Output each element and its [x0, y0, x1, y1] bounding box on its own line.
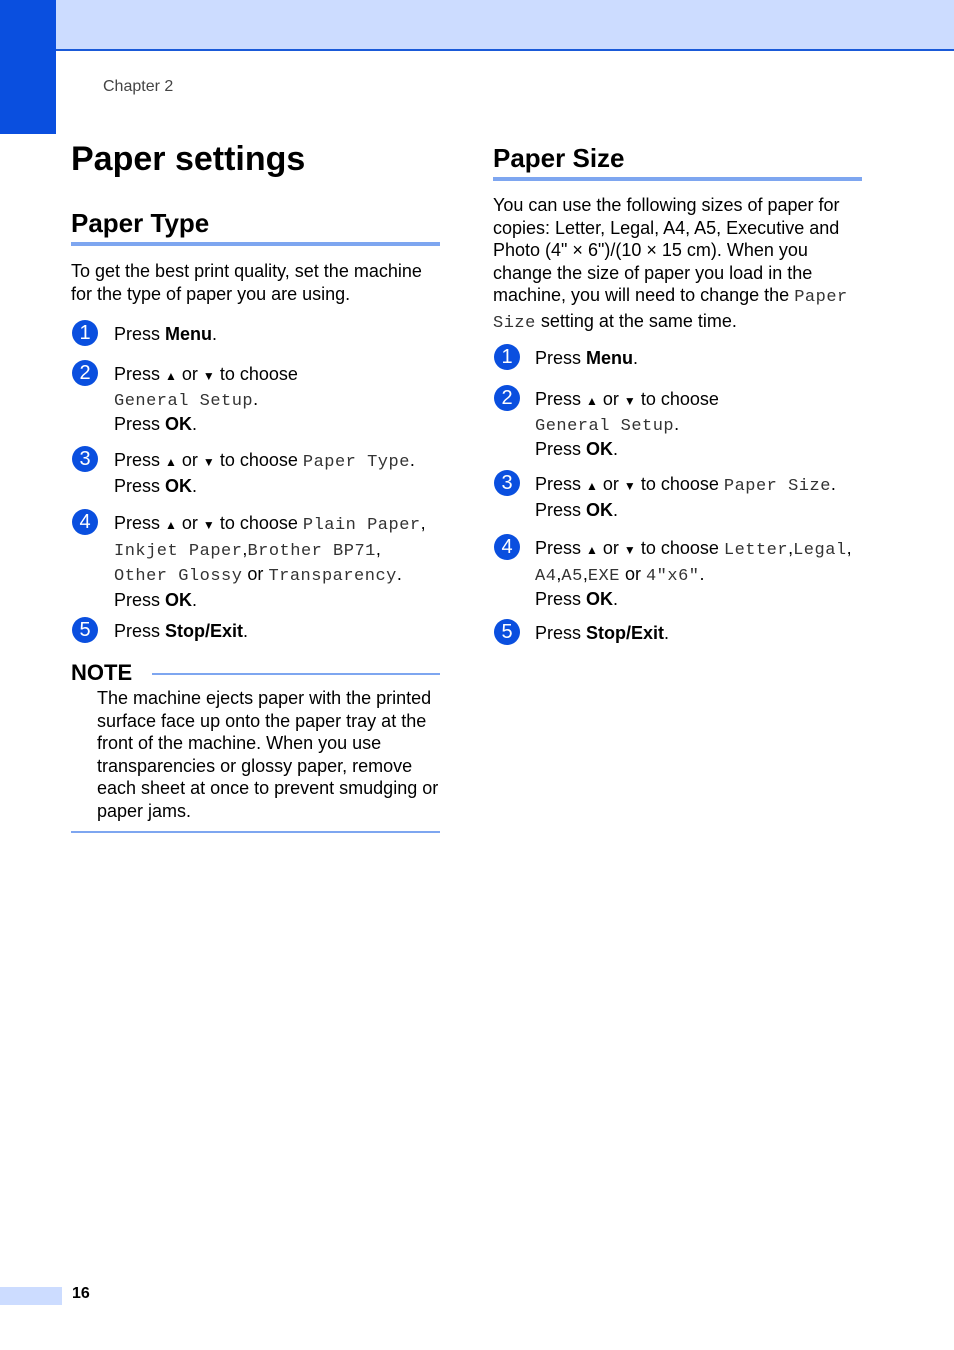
paper-size-step-4: Press ▲ or ▼ to choose Letter,Legal, A4,A5,EXE or 4"x6". Press OK. [535, 538, 852, 609]
paper-type-rule [71, 242, 440, 246]
paper-type-step-4: Press ▲ or ▼ to choose Plain Paper, Inkjet Paper,Brother BP71, Other Glossy or Transparency. Press OK. [114, 513, 426, 610]
up-arrow-icon: ▲ [165, 455, 177, 469]
step-number-icon: 1 [72, 320, 98, 346]
note-body: The machine ejects paper with the printed surface face up onto the paper tray at the front of the machine. When you use transparencies or glossy paper, remove each sheet at once to prevent smudging or paper jams. [97, 688, 439, 821]
down-arrow-icon: ▼ [623, 479, 636, 493]
step-number-icon: 2 [494, 385, 520, 411]
step-number-icon: 5 [494, 619, 520, 645]
page-title: Paper settings [71, 140, 306, 178]
up-arrow-icon: ▲ [586, 394, 598, 408]
down-arrow-icon: ▼ [202, 518, 215, 532]
paper-type-intro: To get the best print quality, set the machine for the type of paper you are using. [71, 261, 422, 304]
paper-size-intro: You can use the following sizes of paper for copies: Letter, Legal, A4, A5, Executive and Photo (4" × 6")/(10 × 15 cm). When you change the size of paper you load in the machine, you will need to change the Paper Size setting at the same time. [493, 195, 848, 333]
down-arrow-icon: ▼ [623, 543, 636, 557]
down-arrow-icon: ▼ [202, 369, 215, 383]
up-arrow-icon: ▲ [586, 479, 598, 493]
note-bottom-rule [71, 831, 440, 833]
header-band [0, 0, 954, 51]
chapter-label: Chapter 2 [103, 78, 174, 95]
step-number-icon: 2 [72, 360, 98, 386]
paper-size-heading: Paper Size [493, 143, 625, 173]
chapter-tab [0, 0, 56, 134]
footer-band [0, 1287, 62, 1305]
up-arrow-icon: ▲ [165, 518, 177, 532]
note-title: NOTE [71, 660, 133, 685]
step-number-icon: 3 [72, 446, 98, 472]
page-number: 16 [72, 1285, 90, 1302]
paper-size-step-3: Press ▲ or ▼ to choose Paper Size. Press OK. [535, 474, 836, 520]
paper-size-rule [493, 177, 862, 181]
step-number-icon: 3 [494, 470, 520, 496]
paper-size-step-2: Press ▲ or ▼ to choose General Setup. Press OK. [535, 389, 719, 459]
down-arrow-icon: ▼ [202, 455, 215, 469]
down-arrow-icon: ▼ [623, 394, 636, 408]
step-number-icon: 4 [494, 534, 520, 560]
paper-type-step-2: Press ▲ or ▼ to choose General Setup. Press OK. [114, 364, 298, 434]
note-rule [152, 673, 440, 675]
paper-type-step-1: Press Menu. [114, 324, 218, 344]
paper-type-heading: Paper Type [71, 208, 210, 238]
step-number-icon: 4 [72, 509, 98, 535]
paper-type-step-3: Press ▲ or ▼ to choose Paper Type. Press OK. [114, 450, 415, 496]
step-number-icon: 1 [494, 344, 520, 370]
up-arrow-icon: ▲ [586, 543, 598, 557]
step-number-icon: 5 [72, 617, 98, 643]
up-arrow-icon: ▲ [165, 369, 177, 383]
paper-type-step-5: Press Stop/Exit. [114, 621, 249, 641]
paper-size-step-5: Press Stop/Exit. [535, 623, 670, 643]
paper-size-step-1: Press Menu. [535, 348, 639, 368]
